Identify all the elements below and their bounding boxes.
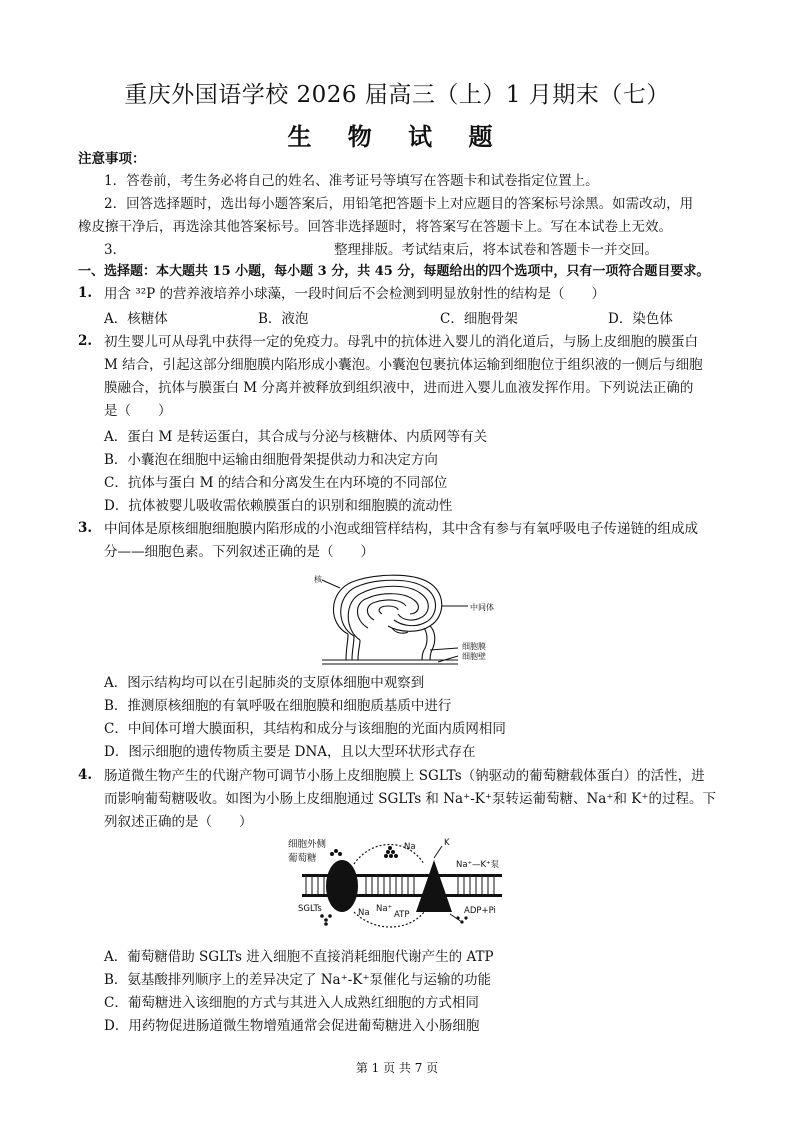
figure-label-pump: Na⁺—K⁺泵: [456, 860, 500, 870]
figure-label-wall: 细胞壁: [462, 652, 486, 661]
option-a: A．图示结构均可以在引起肺炎的支原体细胞中观察到: [104, 675, 425, 691]
figure-label-nucleus: 核: [314, 575, 322, 584]
option-c: C．葡萄糖进入该细胞的方式与其进入人成熟红细胞的方式相同: [104, 995, 479, 1011]
option-d: D．染色体: [608, 311, 673, 327]
question-stem-line: 是（ ）: [104, 403, 172, 419]
notice-item-3-cont: 整理排版。考试结束后，将本试卷和答题卡一并交回。: [334, 242, 658, 258]
option-d: D．图示细胞的遗传物质主要是 DNA，且以大型环状形式存在: [104, 744, 476, 760]
question-stem-line: M 结合，引起这部分细胞膜内陷形成小囊泡。小囊泡包裹抗体运输到细胞位于组织液的一侧后与细胞: [104, 357, 703, 373]
section-heading: 一、选择题：本大题共 15 小题，每小题 3 分，共 45 分，每题给出的四个选项中，只有一项符合题目要求。: [78, 264, 710, 279]
option-d: D．抗体被婴儿吸收需依赖膜蛋白的识别和细胞膜的流动性: [104, 498, 453, 514]
option-c: C．中间体可增大膜面积，其结构和成分与该细胞的光面内质网相同: [104, 721, 506, 737]
option-c: C．细胞骨架: [440, 311, 518, 327]
option-b: B．氨基酸排列顺序上的差异决定了 Na⁺-K⁺泵催化与运输的功能: [104, 972, 491, 988]
notice-item-2-cont: 橡皮擦干净后，再选涂其他答案标号。回答非选择题时，将答案写在答题卡上。写在本试卷上无效。: [78, 219, 672, 235]
question-stem-line: 初生婴儿可从母乳中获得一定的免疫力。母乳中的抗体进入婴儿的消化道后，与肠上皮细胞的膜蛋白: [104, 334, 698, 350]
figure-label-mesosome: 中间体: [470, 603, 494, 612]
option-a: A．核糖体: [104, 311, 168, 327]
notice-item-3: 3．: [104, 242, 127, 258]
figure-label-glucose: 葡萄糖: [288, 853, 317, 864]
option-d: D．用药物促进肠道微生物增殖通常会促进葡萄糖进入小肠细胞: [104, 1018, 480, 1034]
mesosome-figure: [318, 568, 468, 668]
question-stem-line: 膜融合，抗体与膜蛋白 M 分离并被释放到组织液中，进而进入婴儿血液发挥作用。下列说法正确的: [104, 380, 694, 396]
notice-item-2: 2．回答选择题时，选出每小题答案后，用铅笔把答题卡上对应题目的答案标号涂黑。如需改动，用: [104, 196, 694, 212]
question-number: 3.: [78, 520, 93, 536]
option-a: A．葡萄糖借助 SGLTs 进入细胞不直接消耗细胞代谢产生的 ATP: [104, 949, 494, 965]
question-number: 4.: [78, 767, 93, 783]
subject-title: 生 物 试 题: [287, 122, 507, 151]
figure-label-na-plus: Na⁺: [376, 904, 393, 914]
question-stem-line: 列叙述正确的是（ ）: [104, 814, 253, 830]
figure-label-k: K: [444, 838, 450, 848]
question-stem-line: 肠道微生物产生的代谢产物可调节小肠上皮细胞膜上 SGLTs（钠驱动的葡萄糖载体蛋白）的活性，进: [104, 768, 705, 784]
question-stem-line: 而影响葡萄糖吸收。如图为小肠上皮细胞通过 SGLTs 和 Na⁺-K⁺泵转运葡萄糖、Na⁺和 K⁺的过程。下: [104, 791, 716, 807]
figure-label-outside: 细胞外侧: [288, 839, 327, 850]
figure-label-adp: ADP+Pi: [464, 906, 496, 916]
option-a: A．蛋白 M 是转运蛋白，其合成与分泌与核糖体、内质网等有关: [104, 429, 488, 445]
option-b: B．小囊泡在细胞中运输由细胞骨架提供动力和决定方向: [104, 452, 438, 468]
question-stem-line: 中间体是原核细胞细胞膜内陷形成的小泡或细管样结构，其中含有参与有氧呼吸电子传递链的组成成: [104, 521, 698, 537]
question-number: 1.: [78, 285, 93, 301]
option-c: C．抗体与蛋白 M 的结合和分离发生在内环境的不同部位: [104, 475, 448, 491]
option-b: B．液泡: [258, 311, 309, 327]
question-number: 2.: [78, 333, 93, 349]
figure-label-membrane: 细胞膜: [462, 642, 486, 651]
figure-label-na-low: Na: [358, 908, 370, 918]
question-stem-line: 分——细胞色素。下列叙述正确的是（ ）: [104, 544, 374, 560]
question-stem: 用含 ³²P 的营养液培养小球藻，一段时间后不会检测到明显放射性的结构是（ ）: [104, 286, 605, 302]
figure-label-sglts: SGLTs: [298, 904, 322, 914]
notice-item-1: 1．答卷前，考生务必将自己的姓名、准考证号等填写在答题卡和试卷指定位置上。: [104, 173, 599, 189]
option-b: B．推测原核细胞的有氧呼吸在细胞膜和细胞质基质中进行: [104, 698, 452, 714]
figure-label-na-top: Na: [404, 842, 416, 852]
notice-heading: 注意事项：: [78, 151, 146, 167]
figure-label-atp: ATP: [394, 910, 410, 920]
exam-title: 重庆外国语学校 2026 届高三（上）1 月期末（七）: [124, 82, 670, 108]
page-footer: 第 1 页 共 7 页: [355, 1061, 439, 1075]
